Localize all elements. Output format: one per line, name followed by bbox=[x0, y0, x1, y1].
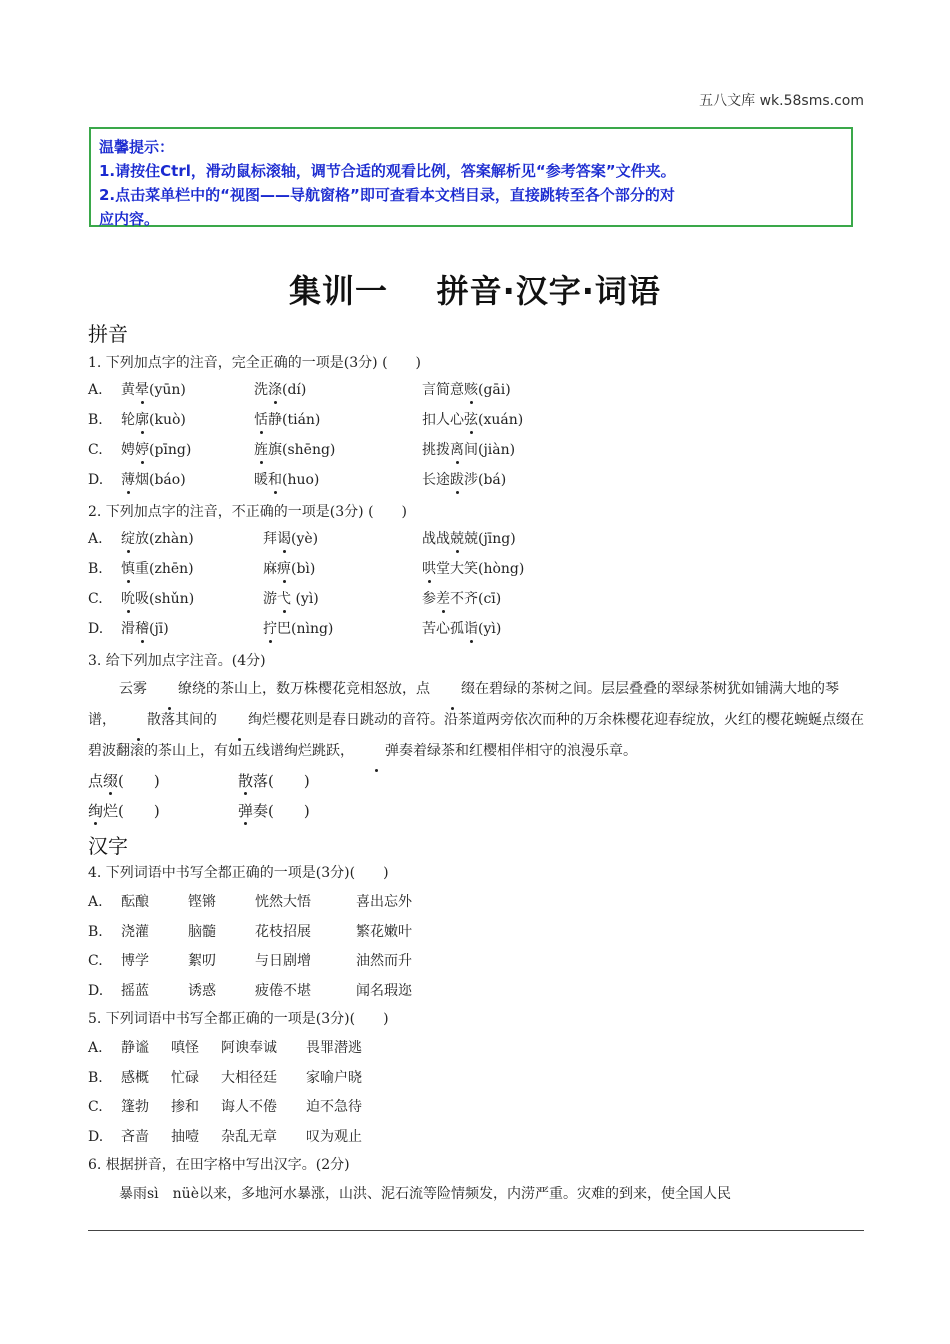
option-word: 喜出忘外 bbox=[356, 894, 412, 910]
option-text: 拜谒(yè) bbox=[263, 531, 319, 547]
option-text: 洗涤(dí) bbox=[254, 382, 307, 398]
option-word: 忙碌 bbox=[171, 1069, 199, 1086]
option-item bbox=[422, 441, 515, 459]
option-item bbox=[422, 620, 501, 638]
question-2-stem: 2. 下列加点字的注音，不正确的一项是(3分) ( ) bbox=[88, 504, 408, 520]
option-text: 扣人心弦(xuán) bbox=[422, 412, 524, 428]
question-3-stem: 3. 给下列加点字注音。(4分) bbox=[88, 653, 266, 669]
dotted-character: 和 bbox=[268, 472, 282, 488]
dotted-character: 谒 bbox=[277, 531, 291, 547]
option-item bbox=[422, 530, 516, 548]
option-letter: A. bbox=[88, 894, 103, 910]
question-1-stem: 1. 下列加点字的注音，完全正确的一项是(3分) ( ) bbox=[88, 355, 422, 371]
option-letter: D. bbox=[88, 1128, 104, 1145]
option-word: 繁花嫩叶 bbox=[356, 923, 412, 940]
option-text: 娉婷(pīng) bbox=[121, 442, 192, 458]
option-text: 滑稽(jī) bbox=[121, 621, 169, 637]
option-text: 暖和(huo) bbox=[254, 472, 320, 488]
dotted-character: 旌 bbox=[254, 442, 268, 458]
option-item bbox=[254, 471, 319, 489]
dotted-character: 痹 bbox=[277, 561, 291, 577]
option-item bbox=[422, 381, 511, 399]
dotted-character: 离 bbox=[450, 442, 464, 458]
dotted-character: 诣 bbox=[464, 621, 478, 637]
dotted-character: 晕 bbox=[135, 382, 149, 398]
option-item bbox=[121, 381, 186, 399]
option-word: 油然而升 bbox=[356, 953, 412, 969]
option-item bbox=[422, 471, 506, 489]
option-word: 诱惑 bbox=[188, 982, 216, 999]
option-item bbox=[121, 411, 186, 429]
tip-line-1: 1.请按住Ctrl，滑动鼠标滚轴，调节合适的观看比例，答案解析见“参考答案”文件夹。 bbox=[99, 162, 676, 180]
option-word: 感概 bbox=[121, 1069, 149, 1086]
option-word: 阿谀奉诚 bbox=[221, 1040, 277, 1056]
pinyin-blank bbox=[88, 802, 160, 820]
option-text: 吮吸(shǔn) bbox=[121, 591, 195, 607]
option-word: 花枝招展 bbox=[255, 923, 311, 940]
option-word: 篷勃 bbox=[121, 1099, 149, 1115]
dotted-character: 跋 bbox=[450, 472, 464, 488]
option-letter: D. bbox=[88, 621, 104, 637]
dotted-character: 慎 bbox=[121, 561, 135, 577]
dotted-character: 婷 bbox=[135, 442, 149, 458]
dotted-character: 差 bbox=[436, 591, 450, 607]
dotted-character: 弋 bbox=[277, 591, 291, 607]
dotted-character: 散 bbox=[116, 705, 161, 736]
page-bottom-rule bbox=[88, 1230, 864, 1231]
question-6-stem: 6. 根据拼音，在田字格中写出汉字。(2分) bbox=[88, 1157, 350, 1173]
option-letter: A. bbox=[88, 531, 103, 547]
option-word: 诲人不倦 bbox=[221, 1099, 277, 1115]
option-letter: C. bbox=[88, 953, 103, 969]
option-item bbox=[121, 560, 194, 578]
option-letter: B. bbox=[88, 923, 103, 940]
option-text: 旌旗(shēng) bbox=[254, 442, 336, 458]
option-word: 疲倦不堪 bbox=[255, 982, 311, 999]
blank-word: 弹奏( ) bbox=[238, 802, 310, 820]
option-letter: D. bbox=[88, 982, 104, 999]
dotted-character: 缀 bbox=[430, 674, 475, 705]
option-text: 游弋 (yì) bbox=[263, 591, 319, 607]
blank-word: 绚烂( ) bbox=[88, 802, 160, 820]
option-item bbox=[263, 530, 318, 548]
option-word: 闻名瑕迩 bbox=[356, 982, 412, 999]
option-item bbox=[422, 590, 501, 608]
option-letter: B. bbox=[88, 412, 103, 428]
option-word: 吝啬 bbox=[121, 1128, 149, 1145]
option-item bbox=[422, 560, 524, 578]
dotted-character: 缭 bbox=[147, 674, 192, 705]
option-text: 绽放(zhàn) bbox=[121, 531, 194, 547]
option-word: 嗔怪 bbox=[171, 1040, 199, 1056]
option-item bbox=[263, 590, 319, 608]
tip-box bbox=[89, 127, 853, 227]
option-text: 战战兢兢(jīng) bbox=[422, 531, 516, 547]
option-text: 长途跋涉(bá) bbox=[422, 472, 507, 488]
option-letter: D. bbox=[88, 472, 104, 488]
option-letter: C. bbox=[88, 1099, 103, 1115]
dotted-character: 弹 bbox=[354, 736, 399, 767]
dotted-character: 廓 bbox=[135, 412, 149, 428]
option-word: 迫不急待 bbox=[306, 1099, 362, 1115]
question-5-stem: 5. 下列词语中书写全都正确的一项是(3分)( ) bbox=[88, 1011, 389, 1027]
dotted-character: 缀 bbox=[103, 772, 119, 790]
option-item bbox=[263, 620, 333, 638]
option-letter: B. bbox=[88, 561, 103, 577]
question-3-passage: 云雾 缭绕的茶山上，数万株樱花竞相怒放，点 缀在碧绿的茶树之间。层层叠叠的翠绿茶树犹如铺满大地的琴谱， 散落其间的 绚烂樱花则是春日跳动的音符。沿茶道两旁依次而种的万余株樱花迎春绽放，火红的樱花蜿蜒点缀在碧波翻滚的茶山上，有如五线谱绚烂跳跃， 弹奏着绿茶和红樱相伴相守的浪漫乐章。 bbox=[88, 674, 864, 767]
dotted-character: 吮 bbox=[121, 591, 135, 607]
tip-heading: 温馨提示： bbox=[99, 138, 175, 156]
option-word: 叹为观止 bbox=[306, 1128, 362, 1145]
option-word: 酝酿 bbox=[121, 894, 149, 910]
option-item bbox=[121, 471, 186, 489]
option-item bbox=[121, 441, 191, 459]
site-watermark: 五八文库 wk.58sms.com bbox=[699, 93, 864, 109]
dotted-character: 弦 bbox=[464, 412, 478, 428]
option-letter: C. bbox=[88, 442, 103, 458]
option-letter: A. bbox=[88, 382, 103, 398]
option-text: 黄晕(yūn) bbox=[121, 382, 186, 398]
option-word: 恍然大悟 bbox=[255, 894, 311, 910]
dotted-character: 薄 bbox=[121, 472, 135, 488]
option-word: 畏罪潜逃 bbox=[306, 1040, 362, 1056]
dotted-character: 绚 bbox=[88, 802, 104, 820]
option-letter: A. bbox=[88, 1040, 103, 1056]
option-item bbox=[121, 620, 169, 638]
option-item bbox=[422, 411, 523, 429]
page-title: 集训一 拼音·汉字·词语 bbox=[289, 272, 661, 310]
option-word: 抽噎 bbox=[171, 1128, 199, 1145]
pinyin-blank bbox=[238, 772, 310, 790]
tip-line-3: 应内容。 bbox=[99, 210, 160, 228]
option-item bbox=[121, 530, 194, 548]
option-text: 轮廓(kuò) bbox=[121, 412, 186, 428]
dotted-character: 绚 bbox=[217, 705, 262, 736]
option-item bbox=[254, 381, 306, 399]
option-text: 薄烟(báo) bbox=[121, 472, 186, 488]
blank-word: 点缀( ) bbox=[88, 772, 160, 790]
option-item bbox=[263, 560, 315, 578]
dotted-character: 弹 bbox=[238, 802, 254, 820]
option-letter: C. bbox=[88, 591, 103, 607]
dotted-character: 拧 bbox=[263, 621, 277, 637]
option-word: 与日剧增 bbox=[255, 953, 311, 969]
option-word: 家喻户晓 bbox=[306, 1069, 362, 1086]
option-text: 慎重(zhēn) bbox=[121, 561, 194, 577]
tip-line-2: 2.点击菜单栏中的“视图——导航窗格”即可查看本文档目录，直接跳转至各个部分的对 bbox=[99, 186, 675, 204]
dotted-character: 赅 bbox=[464, 382, 478, 398]
option-item bbox=[254, 441, 335, 459]
dotted-character: 恬 bbox=[254, 412, 268, 428]
dotted-character: 绽 bbox=[121, 531, 135, 547]
option-word: 大相径廷 bbox=[221, 1069, 277, 1086]
dotted-character: 涤 bbox=[268, 382, 282, 398]
option-letter: B. bbox=[88, 1069, 103, 1086]
option-word: 静谧 bbox=[121, 1040, 149, 1056]
section-heading-pinyin: 拼音 bbox=[88, 322, 128, 346]
question-6-passage: 暴雨sì nüè以来，多地河水暴涨，山洪、泥石流等险情频发，内涝严重。灾难的到来，使全国人民 bbox=[119, 1186, 731, 1202]
option-text: 拧巴(nìng) bbox=[263, 621, 334, 637]
dotted-character: 兢 bbox=[450, 531, 464, 547]
question-4-stem: 4. 下列词语中书写全都正确的一项是(3分)( ) bbox=[88, 865, 389, 881]
option-word: 博学 bbox=[121, 953, 149, 969]
pinyin-blank bbox=[88, 772, 160, 790]
option-text: 参差不齐(cī) bbox=[422, 591, 502, 607]
option-text: 苦心孤诣(yì) bbox=[422, 621, 502, 637]
option-word: 絮叨 bbox=[188, 953, 216, 969]
option-text: 麻痹(bì) bbox=[263, 561, 316, 577]
option-word: 掺和 bbox=[171, 1099, 199, 1115]
blank-word: 散落( ) bbox=[238, 772, 310, 790]
option-text: 挑拨离间(jiàn) bbox=[422, 442, 516, 458]
option-item bbox=[254, 411, 320, 429]
option-word: 杂乱无章 bbox=[221, 1128, 277, 1145]
option-word: 摇蓝 bbox=[121, 982, 149, 999]
option-text: 言简意赅(gāi) bbox=[422, 382, 511, 398]
option-word: 脑髓 bbox=[188, 923, 216, 940]
section-heading-hanzi: 汉字 bbox=[88, 834, 128, 858]
dotted-character: 哄 bbox=[422, 561, 436, 577]
option-text: 哄堂大笑(hòng) bbox=[422, 561, 525, 577]
option-word: 浇灌 bbox=[121, 923, 149, 940]
dotted-character: 稽 bbox=[135, 621, 149, 637]
pinyin-blank bbox=[238, 802, 310, 820]
option-word: 铿锵 bbox=[188, 894, 216, 910]
option-item bbox=[121, 590, 194, 608]
option-text: 恬静(tián) bbox=[254, 412, 321, 428]
dotted-character: 散 bbox=[238, 772, 254, 790]
